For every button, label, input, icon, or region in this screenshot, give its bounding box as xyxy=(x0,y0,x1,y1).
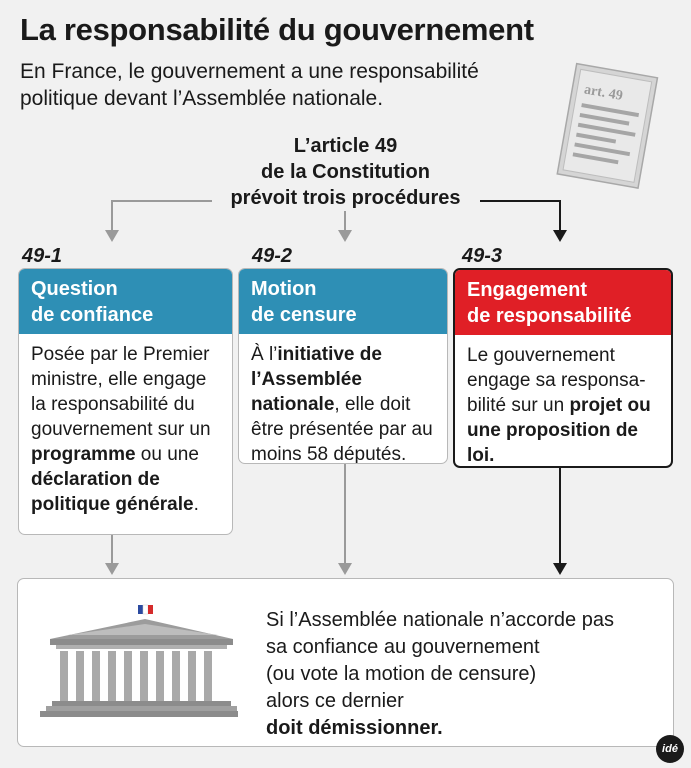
procedure-code-49-1: 49-1 xyxy=(22,245,63,267)
procedure-code-49-3: 49-3 xyxy=(462,245,503,267)
ide-logo: idé xyxy=(656,735,684,763)
article-intro xyxy=(0,133,691,211)
procedure-box-engagement-responsabilite xyxy=(453,268,673,468)
desc-text: Le gouvernement engage sa responsa-bilité sur un xyxy=(467,345,646,416)
conclusion-plain: alors ce dernier xyxy=(266,690,404,712)
conclusion-line-3: (ou vote la motion de censure) xyxy=(266,663,537,685)
desc-text: Posée par le Premier ministre, elle engage la responsabilité du gouvernement sur un xyxy=(31,344,211,440)
conclusion-line-2: sa confiance au gouvernement xyxy=(266,636,540,658)
procedure-box-question-confiance xyxy=(18,268,233,535)
conclusion-line-4 xyxy=(266,688,666,742)
intro-line-3: prévoit trois procédures xyxy=(224,185,466,211)
procedure-header xyxy=(19,269,232,334)
assemblee-building-icon xyxy=(38,603,238,723)
procedure-header-line-2: de confiance xyxy=(31,304,154,326)
conclusion-text xyxy=(266,607,666,742)
procedure-description xyxy=(19,334,232,525)
procedure-header-line-1: Motion xyxy=(251,278,317,300)
desc-text: ou une xyxy=(135,444,199,465)
french-flag-icon xyxy=(138,605,153,614)
procedure-header xyxy=(455,270,671,335)
desc-bold: programme xyxy=(31,444,136,465)
procedure-description xyxy=(239,334,447,464)
procedure-header-line-1: Question xyxy=(31,278,118,300)
procedure-header-line-2: de responsabilité xyxy=(467,305,632,327)
procedure-header-line-1: Engagement xyxy=(467,279,588,301)
doc-icon-label: art. 49 xyxy=(582,82,624,104)
desc-bold: projet ou une proposition de loi. xyxy=(467,395,651,466)
conclusion-bold: doit démissionner. xyxy=(266,717,443,739)
desc-bold: initiative de l’Assemblée nationale xyxy=(251,344,382,415)
procedure-box-motion-censure xyxy=(238,268,448,464)
procedure-description xyxy=(455,335,671,468)
page-subtitle: En France, le gouvernement a une responsabilité politique devant l’Assemblée nationale. xyxy=(20,60,479,110)
desc-text: . xyxy=(193,494,199,515)
desc-bold: déclaration de politique générale xyxy=(31,469,194,515)
procedure-code-49-2: 49-2 xyxy=(252,245,293,267)
intro-line-1: L’article 49 xyxy=(293,135,398,157)
desc-text: , elle doit être présentée par au moins 58 députés. xyxy=(251,394,433,464)
conclusion-line-1: Si l’Assemblée nationale n’accorde pas xyxy=(266,609,614,631)
procedure-header xyxy=(239,269,447,334)
desc-text: À l’ xyxy=(251,344,278,365)
procedure-header-line-2: de censure xyxy=(251,304,357,326)
intro-line-2: de la Constitution xyxy=(261,161,430,183)
page-title: La responsabilité du gouvernement xyxy=(20,12,534,47)
